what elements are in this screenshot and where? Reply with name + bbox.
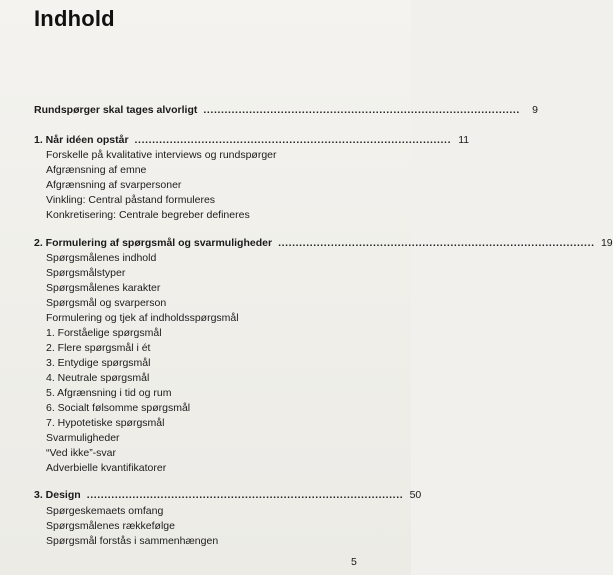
toc-item: 6. Socialt følsomme spørgsmål [46,402,191,414]
toc-item: Spørgeskemaets omfang [46,505,164,517]
section-label: 2. Formulering af spørgsmål og svarmuligheder [34,237,273,249]
leader-dots: .......................................................................................... [86,489,404,501]
toc-item: Spørgsmål forstås i sammenhængen [46,535,219,547]
toc-item: Konkretisering: Centrale begreber defineres [46,209,250,221]
section-page-number: 50 [409,489,422,501]
toc-item: Spørgsmålenes rækkefølge [46,520,175,532]
toc-item: Spørgsmålenes karakter [46,282,161,294]
toc-item: Spørgsmålenes indhold [46,252,157,264]
toc-item: 4. Neutrale spørgsmål [46,372,150,384]
section-label: 1. Når idéen opstår [34,134,129,146]
toc-item: Forskelle på kvalitative interviews og rundspørger [46,149,277,161]
toc-item: Svarmuligheder [46,432,120,444]
toc-item: Spørgsmål og svarperson [46,297,167,309]
toc-item: Adverbielle kvantifikatorer [46,462,167,474]
toc-item: Vinkling: Central påstand formuleres [46,194,216,206]
toc-item: Spørgsmålstyper [46,267,126,279]
footer-page-number: 5 [351,556,357,568]
section-page-number: 9 [532,104,538,116]
toc-section-heading [34,489,422,503]
toc-item: 1. Forståelige spørgsmål [46,327,162,339]
leader-dots: .......................................................................................... [203,104,520,116]
toc-item: 5. Afgrænsning i tid og rum [46,387,172,399]
toc-item: “Ved ikke”-svar [46,447,117,459]
toc-item: Formulering og tjek af indholdsspørgsmål [46,312,239,324]
leader-dots: .......................................................................................... [278,237,595,249]
page-title: Indhold [34,6,115,31]
section-page-number: 19 [600,237,613,249]
toc-item: Afgrænsning af svarpersoner [46,179,182,191]
leader-dots: .......................................................................................... [134,134,452,146]
section-page-number: 11 [458,134,470,146]
toc-item: 7. Hypotetiske spørgsmål [46,417,165,429]
toc-item: 2. Flere spørgsmål i ét [46,342,151,354]
toc-item: 3. Entydige spørgsmål [46,357,151,369]
section-label: 3. Design [34,489,81,501]
toc-item: Afgrænsning af emne [46,164,147,176]
toc-section-heading [34,104,538,118]
toc-section-heading [34,237,613,251]
toc-section-heading [34,134,470,148]
section-label: Rundspørger skal tages alvorligt [34,104,198,116]
